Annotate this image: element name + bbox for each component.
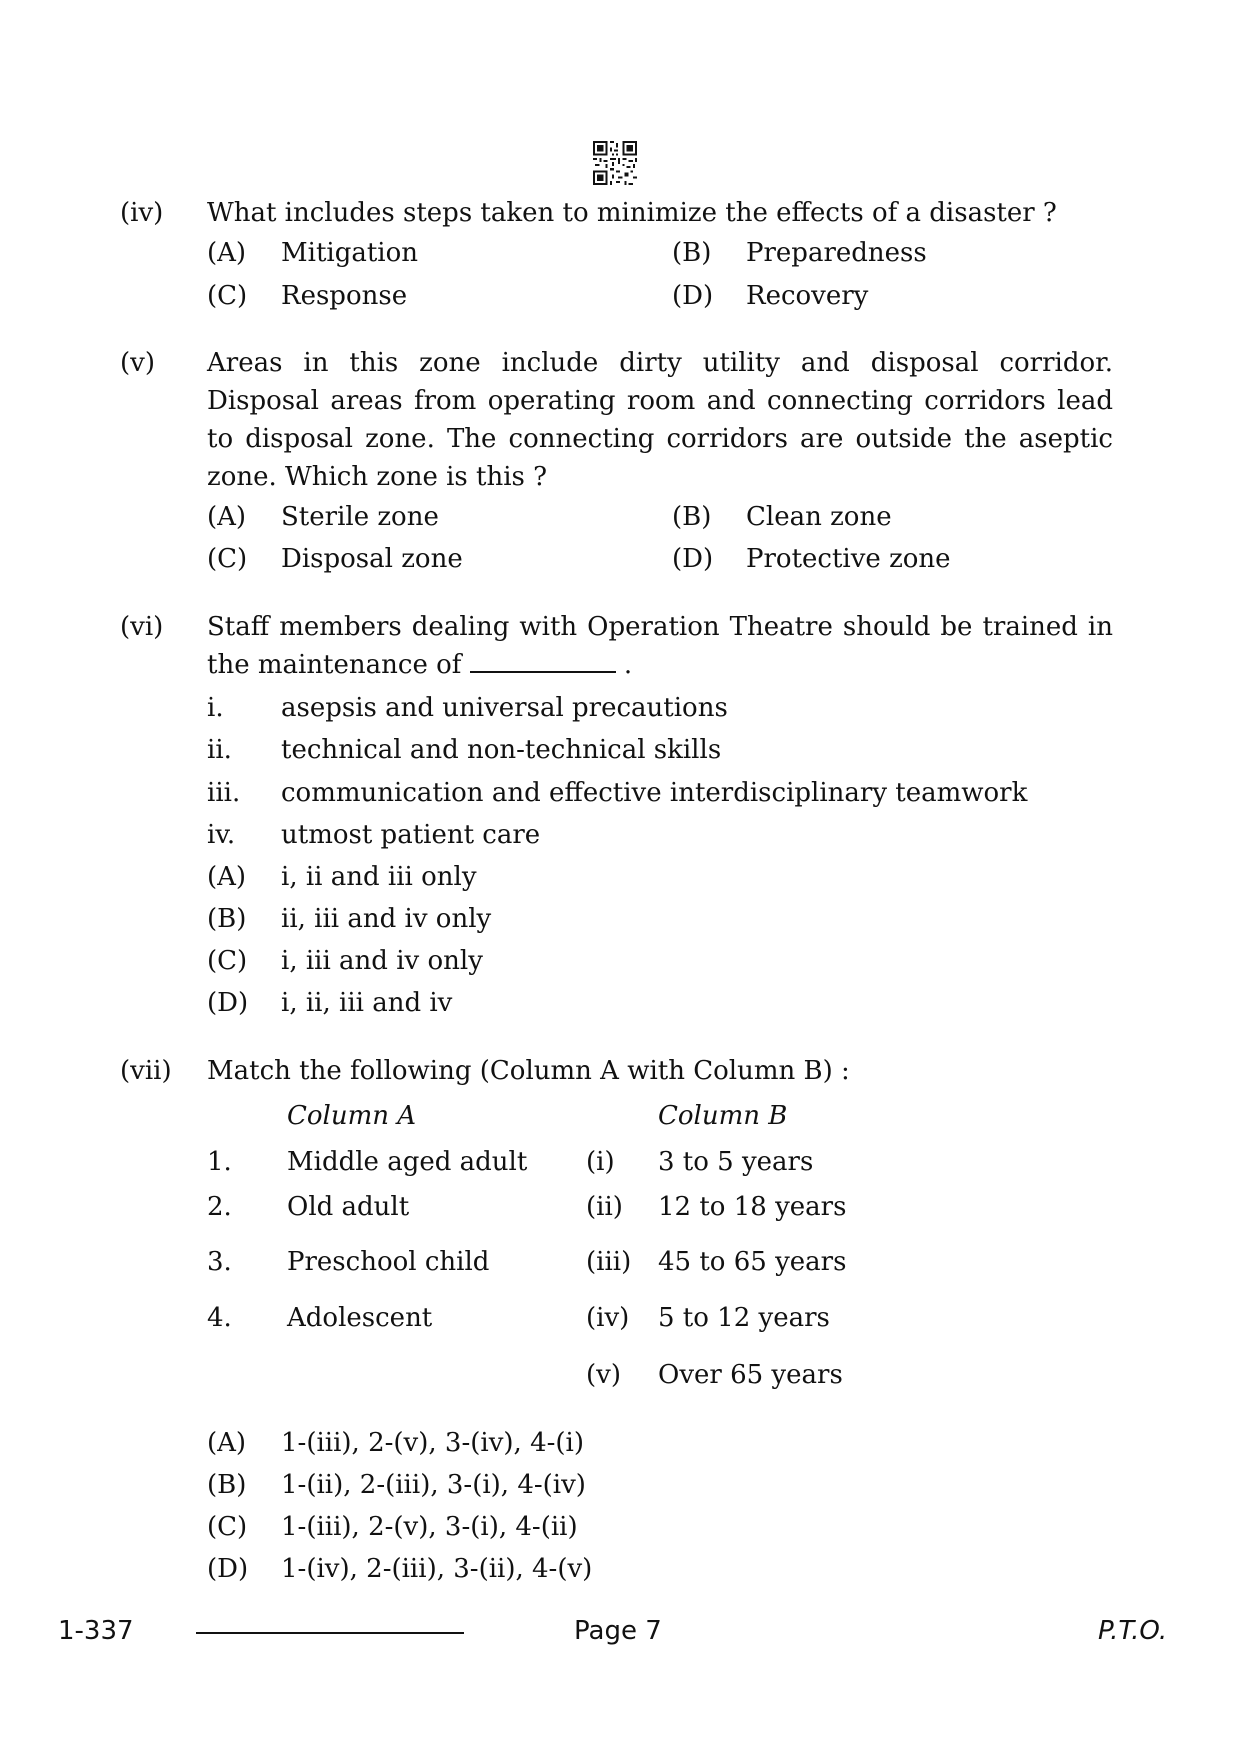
question-text — [207, 608, 1113, 684]
column-a-item: Old adult — [287, 1192, 410, 1222]
option-label: (D) — [672, 281, 714, 311]
option-label: (C) — [207, 281, 248, 311]
column-a-number: 2. — [207, 1192, 232, 1222]
column-a-number: 4. — [207, 1303, 232, 1333]
option-label: (D) — [672, 544, 714, 574]
option-label: (C) — [207, 1512, 248, 1542]
page-number: Page 7 — [574, 1616, 662, 1646]
column-b-header: Column B — [658, 1101, 788, 1131]
question-text: Areas in this zone include dirty utility and disposal corridor. Disposal areas from operating room and connecting corridors lead to disposal zone. The connecting corridors are outside the aseptic zone. Which zone is this ? — [207, 348, 1113, 492]
option-label: (B) — [207, 904, 247, 934]
question-text-after-blank: . — [623, 650, 633, 680]
option-text: Disposal zone — [281, 544, 463, 574]
column-a-number: 1. — [207, 1147, 232, 1177]
column-b-item: 12 to 18 years — [658, 1192, 847, 1222]
option-text: i, iii and iv only — [281, 946, 483, 976]
option-label: (A) — [207, 862, 247, 892]
option-text: Sterile zone — [281, 502, 439, 532]
option-label: (B) — [672, 238, 712, 268]
statement-text: asepsis and universal precautions — [281, 693, 728, 723]
question-number: (vii) — [120, 1056, 172, 1086]
question-number: (v) — [120, 348, 155, 378]
column-b-number: (ii) — [586, 1192, 623, 1222]
column-a-item: Adolescent — [287, 1303, 433, 1333]
option-label: (C) — [207, 544, 248, 574]
option-text: 1-(iii), 2-(v), 3-(iv), 4-(i) — [281, 1428, 584, 1458]
statement-text: communication and effective interdisciplinary teamwork — [281, 778, 1028, 808]
statement-text: utmost patient care — [281, 820, 541, 850]
statement-label: i. — [207, 693, 224, 723]
option-text: 1-(ii), 2-(iii), 3-(i), 4-(iv) — [281, 1470, 586, 1500]
column-b-number: (iii) — [586, 1247, 632, 1277]
statement-text: technical and non-technical skills — [281, 735, 722, 765]
option-label: (A) — [207, 502, 247, 532]
option-text: Recovery — [746, 281, 869, 311]
column-a-header: Column A — [287, 1101, 417, 1131]
column-b-item: 3 to 5 years — [658, 1147, 814, 1177]
option-text: 1-(iv), 2-(iii), 3-(ii), 4-(v) — [281, 1554, 593, 1584]
question-text: Match the following (Column A with Column B) : — [207, 1056, 850, 1086]
column-b-number: (v) — [586, 1360, 621, 1390]
answer-blank — [470, 647, 616, 673]
option-label: (D) — [207, 1554, 249, 1584]
column-b-item: 45 to 65 years — [658, 1247, 847, 1277]
option-label: (A) — [207, 238, 247, 268]
option-text: i, ii and iii only — [281, 862, 477, 892]
option-label: (A) — [207, 1428, 247, 1458]
option-label: (C) — [207, 946, 248, 976]
column-b-number: (i) — [586, 1147, 615, 1177]
option-text: ii, iii and iv only — [281, 904, 492, 934]
option-text: Protective zone — [746, 544, 951, 574]
column-a-item: Middle aged adult — [287, 1147, 528, 1177]
option-text: i, ii, iii and iv — [281, 988, 453, 1018]
please-turn-over: P.T.O. — [1098, 1616, 1168, 1646]
question-number: (iv) — [120, 198, 164, 228]
statement-label: iii. — [207, 778, 241, 808]
column-a-item: Preschool child — [287, 1247, 490, 1277]
column-a-number: 3. — [207, 1247, 232, 1277]
paper-code: 1-337 — [58, 1616, 134, 1646]
option-label: (B) — [672, 502, 712, 532]
option-label: (B) — [207, 1470, 247, 1500]
column-b-number: (iv) — [586, 1303, 630, 1333]
footer-divider — [196, 1632, 464, 1634]
question-text: What includes steps taken to minimize the effects of a disaster ? — [207, 198, 1057, 228]
qr-code-image — [593, 141, 637, 185]
statement-label: iv. — [207, 820, 236, 850]
option-text: Response — [281, 281, 408, 311]
question-text-before-blank: Staff members dealing with Operation Theatre should be trained in the maintenance of — [207, 612, 1113, 680]
option-label: (D) — [207, 988, 249, 1018]
question-number: (vi) — [120, 612, 164, 642]
column-b-item: 5 to 12 years — [658, 1303, 830, 1333]
option-text: Clean zone — [746, 502, 892, 532]
statement-label: ii. — [207, 735, 232, 765]
column-b-item: Over 65 years — [658, 1360, 843, 1390]
option-text: Preparedness — [746, 238, 927, 268]
option-text: Mitigation — [281, 238, 419, 268]
option-text: 1-(iii), 2-(v), 3-(i), 4-(ii) — [281, 1512, 578, 1542]
